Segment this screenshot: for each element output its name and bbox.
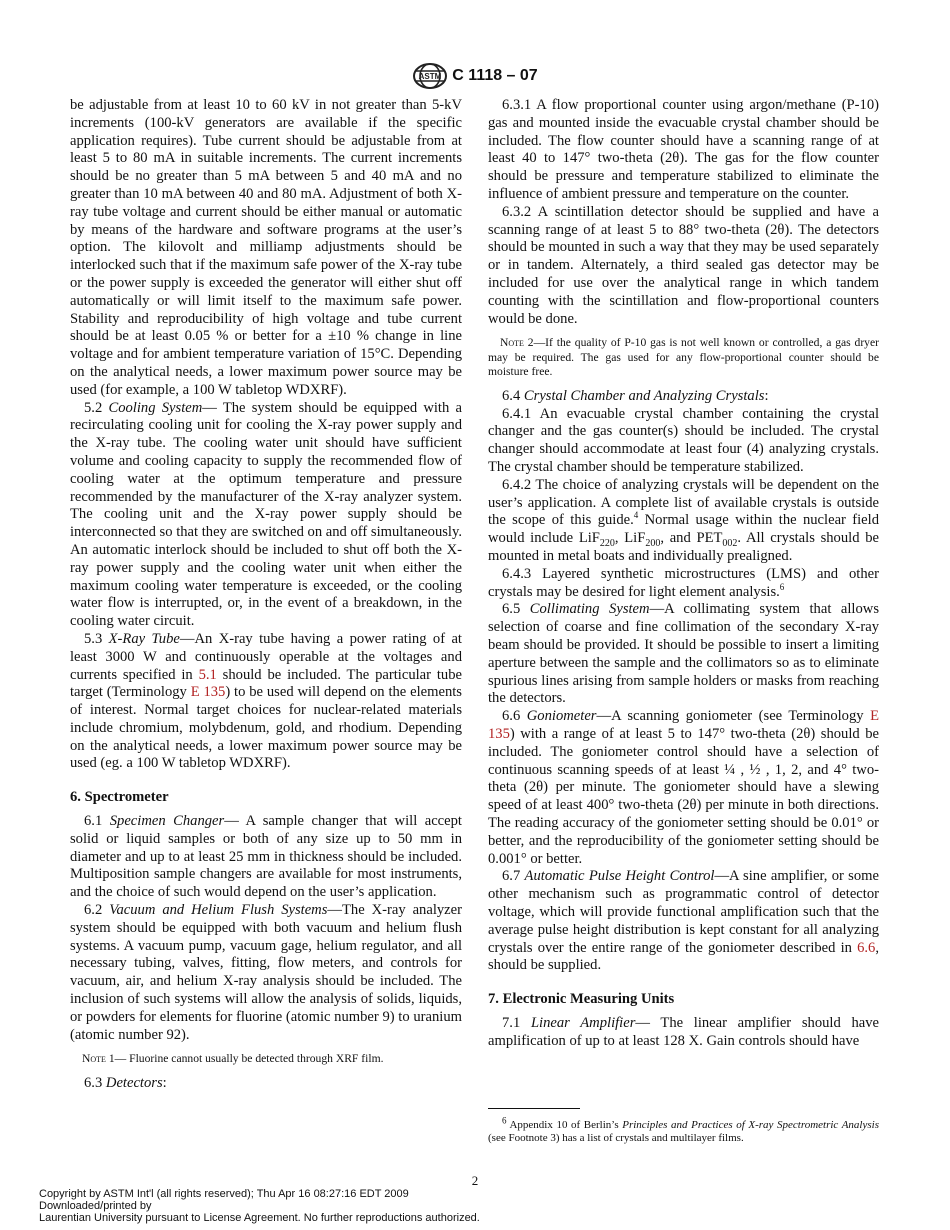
section-text: ) to be used will depend on the elements of interest. Normal target choices for nuclear-related materials include chromium, molybdenum, gold, and rhodium. Depending on the analytical needs, a lower maximum power source may be used (eg. a 100 W tabletop WDXRF). xyxy=(70,684,462,772)
note-text: 1— Fluorine cannot usually be detected through XRF film. xyxy=(105,1052,384,1066)
heading-section-7: 7. Electronic Measuring Units xyxy=(488,991,675,1008)
paragraph-6-3-1: 6.3.1 A flow proportional counter using argon/methane (P-10) gas and mounted inside the evacuable crystal chamber should be included. The flow counter should have a scanning range of at least 40 to 147° two-theta (2θ). The gas for the flow counter should be pressure and temperature stabilized to eliminate the influence of ambient pressure and temperature on the counter. xyxy=(488,97,879,202)
paragraph-7-1 xyxy=(488,1015,879,1051)
section-text: —The X-ray analyzer system should be equipped with both vacuum and helium flush systems. A vacuum pump, vacuum gage, helium regulator, and all necessary tubing, valves, fitting, flow meters, and controls for vacuum, air, and helium X-ray analysis should be included. The inclusion of such systems will allow the analysis of solids, liquids, or powders for elements for fluorine (atomic number 9) to uranium (atomic number 92). xyxy=(70,902,462,1043)
section-title: Cooling System xyxy=(108,399,203,416)
paragraph-6-1 xyxy=(70,813,462,902)
astm-logo-icon xyxy=(412,62,448,90)
footnote-ref[interactable]: 4 xyxy=(633,510,639,521)
heading-section-6: 6. Spectrometer xyxy=(70,789,169,806)
subscript: 200 xyxy=(645,538,661,550)
section-number: 5.2 xyxy=(84,399,103,416)
link-e135[interactable]: E 135 xyxy=(488,708,879,742)
section-title: Specimen Changer xyxy=(109,813,225,830)
section-text: , and PET xyxy=(660,530,723,547)
section-number: 6.4 xyxy=(502,387,521,404)
paragraph-6-4-1: 6.4.1 An evacuable crystal chamber containing the crystal changer and the gas counter(s) should be included. The crystal changer should accommodate at least four (4) analyzing crystals. The crystal chamber should be temperature stabilized. xyxy=(488,405,879,476)
section-text: , should be supplied. xyxy=(488,939,879,974)
section-number: 7.1 xyxy=(502,1014,521,1031)
link-5-1[interactable]: 5.1 xyxy=(198,666,217,683)
paragraph-6-3-2: 6.3.2 A scintillation detector should be supplied and have a scanning range of at least 5 to 88° two-theta (2θ). The detectors should be mounted in such a way that they may be used separately or in tandem. Alternately, a third sealed gas detector may be included for use over the analytical range in which tandem counting with the scintillation and flow-proportional counters would be done. xyxy=(488,203,879,327)
section-number: 6.3 xyxy=(84,1074,103,1091)
footnote-book-title: Principles and Practices of X-ray Spectrometric Analysis xyxy=(622,1119,879,1131)
section-title: Detectors xyxy=(105,1074,163,1091)
section-text: . All crystals should be mounted in metal boats and individually prealigned. xyxy=(488,530,879,565)
subscript: 220 xyxy=(599,538,615,550)
section-title: Automatic Pulse Height Control xyxy=(524,868,715,885)
section-text: —An X-ray tube having a power rating of at least 3000 W and continuously operable at the voltages and currents specified in xyxy=(70,630,462,683)
section-title: X-Ray Tube xyxy=(108,630,180,647)
copyright-line: Downloaded/printed by xyxy=(39,1200,152,1212)
section-number: 6.2 xyxy=(84,902,103,919)
section-text: — The system should be equipped with a recirculating cooling unit for cooling the X-ray power supply and the X-ray tube. The cooling water unit should have sufficient volume and cooling capacity to supply the recommended flow of cooling water at the optimum temperature and pressure recommended by the manufacturer of the X-ray analyzer system. The cooling unit and the X-ray power supply should be interconnected so that they are switched on and off simultaneously. An automatic interlock should be included to shut off both the X-ray power supply and the cooling water unit when either the maximum cooling water temperature is exceeded, or the cooling water flow is interrupted, or, in the event of a breakdown, in the cooling water circuit. xyxy=(70,399,462,630)
copyright-line: Laurentian University pursuant to License Agreement. No further reproductions authorized. xyxy=(39,1212,480,1224)
subscript: 002 xyxy=(722,538,738,550)
section-number: 6.7 xyxy=(502,868,521,885)
paragraph-6-4 xyxy=(488,388,879,406)
left-column xyxy=(70,97,462,1093)
footnote-ref[interactable]: 6 xyxy=(779,581,785,592)
section-title: Collimating System xyxy=(529,601,650,618)
copyright-line: Copyright by ASTM Int'l (all rights reserved); Thu Apr 16 08:27:16 EDT 2009 xyxy=(39,1188,409,1200)
paragraph-6-3 xyxy=(70,1075,462,1093)
footnote-number: 6 xyxy=(502,1115,507,1126)
note-label: Note xyxy=(500,336,524,350)
paragraph-5-3 xyxy=(70,631,462,773)
footnote-6 xyxy=(488,1115,879,1146)
section-text: —A collimating system that allows selection of coarse and fine collimation of the secondary X-ray beam should be provided. It should be possible to insert a limiting aperture between the sample and the collimators so as to eliminate spurious lines arising from sample holders or masks from reaching the detectors. xyxy=(488,601,879,707)
section-text: Normal usage within the nuclear field would include LiF xyxy=(488,512,879,547)
paragraph-6-7 xyxy=(488,868,879,975)
paragraph-5-2 xyxy=(70,400,462,631)
section-title: Crystal Chamber and Analyzing Crystals xyxy=(523,387,765,404)
page-number: 2 xyxy=(471,1173,479,1188)
copyright-notice xyxy=(39,1188,480,1224)
footnote-text: Appendix 10 of Berlin’s xyxy=(506,1119,623,1131)
section-text: 6.4.3 Layered synthetic microstructures (LMS) and other crystals may be desired for light element analysis. xyxy=(488,565,879,600)
section-text: , LiF xyxy=(614,530,646,547)
footnote-divider xyxy=(488,1108,580,1109)
section-number: 6.6 xyxy=(502,708,521,725)
note-label: Note xyxy=(82,1052,106,1066)
section-number: 6.5 xyxy=(502,601,521,618)
link-6-6[interactable]: 6.6 xyxy=(857,939,876,956)
section-number: 6.1 xyxy=(84,813,103,830)
section-text: — A sample changer that will accept solid or liquid samples or both of any size up to 50 mm in diameter and up to at least 25 mm in thickness should be included. Multiposition sample changers are available for most instruments, and the choice of such would depend on the user’s application. xyxy=(70,813,462,901)
svg-text:ASTM: ASTM xyxy=(418,72,442,81)
page-header xyxy=(0,62,950,90)
section-text: ) with a range of at least 5 to 147° two-theta (2θ) should be included. The goniometer control should have a selection of continuous scanning speeds of at least ¼ , ½ , 1, 2, and 4° two-theta (2θ) per minute. The goniometer should have a slewing speed of at least 400° two-theta (2θ) per minute in both directions. The reading accuracy of the goniometer setting should be 0.01° or better, and the reproducibility of the goniometer setting should be 0.001° or better. xyxy=(488,726,879,867)
paragraph-6-4-3 xyxy=(488,566,879,602)
section-text: — The linear amplifier should have amplification of up to at least 128 X. Gain controls should have xyxy=(488,1014,879,1049)
section-text: : xyxy=(764,387,769,404)
link-e135[interactable]: E 135 xyxy=(190,684,226,701)
section-text: —A scanning goniometer (see Terminology xyxy=(596,708,871,725)
note-1 xyxy=(70,1052,462,1067)
document-designation: C 1118 – 07 xyxy=(452,67,538,84)
right-column xyxy=(488,97,879,1051)
section-title: Linear Amplifier xyxy=(530,1014,636,1031)
section-number: 5.3 xyxy=(84,630,103,647)
section-text: should be included. The particular tube target (Terminology xyxy=(70,666,462,701)
paragraph-6-2 xyxy=(70,902,462,1044)
section-title: Goniometer xyxy=(526,708,597,725)
note-2 xyxy=(488,336,879,380)
section-text: —A sine amplifier, or some other mechanism such as programmatic control of detector voltage, which will provide functional amplification such that the average pulse height distribution is kept constant for all analyzing crystals over the entire range of the goniometer described in xyxy=(488,868,879,956)
paragraph-5-1-continued: be adjustable from at least 10 to 60 kV in not greater than 5-kV increments (100-kV generators are available if the specific application requires). Tube current should be adjustable from at least 5 to 80 mA in suitable increments. The current increments should be no greater than 5 mA between 5 and 40 mA and no greater than 10 mA between 40 and 80 mA. Adjustment of both X-ray tube voltage and current should be either manual or automatic by means of the hardware and software programs at the user’s option. The kilovolt and milliamp adjustments should be interlocked such that if the maximum safe power of the X-ray tube or the power supply is exceeded the generator will either shut off automatically or will limit itself to the maximum safe power. Stability and reproducibility of high voltage and tube current should be at least 0.05 % or better for a ±10 % change in line voltage and for ambient temperature variation of 15°C. Depending on the analytical needs, a lower maximum power source may be used (for example, a 100 W tabletop WDXRF). xyxy=(70,97,462,398)
note-text: 2—If the quality of P-10 gas is not well known or controlled, a gas dryer may be required. The gas used for any flow-proportional counter should be moisture free. xyxy=(488,336,879,379)
section-title: Vacuum and Helium Flush Systems xyxy=(109,902,328,919)
paragraph-6-5 xyxy=(488,601,879,708)
section-text: : xyxy=(162,1074,167,1091)
paragraph-6-6 xyxy=(488,708,879,868)
section-text: 6.4.2 The choice of analyzing crystals will be dependent on the user’s application. A complete list of available crystals is outside the scope of this guide. xyxy=(488,476,879,529)
paragraph-6-4-2 xyxy=(488,477,879,566)
footnote-text: (see Footnote 3) has a list of crystals and multilayer films. xyxy=(488,1132,744,1145)
